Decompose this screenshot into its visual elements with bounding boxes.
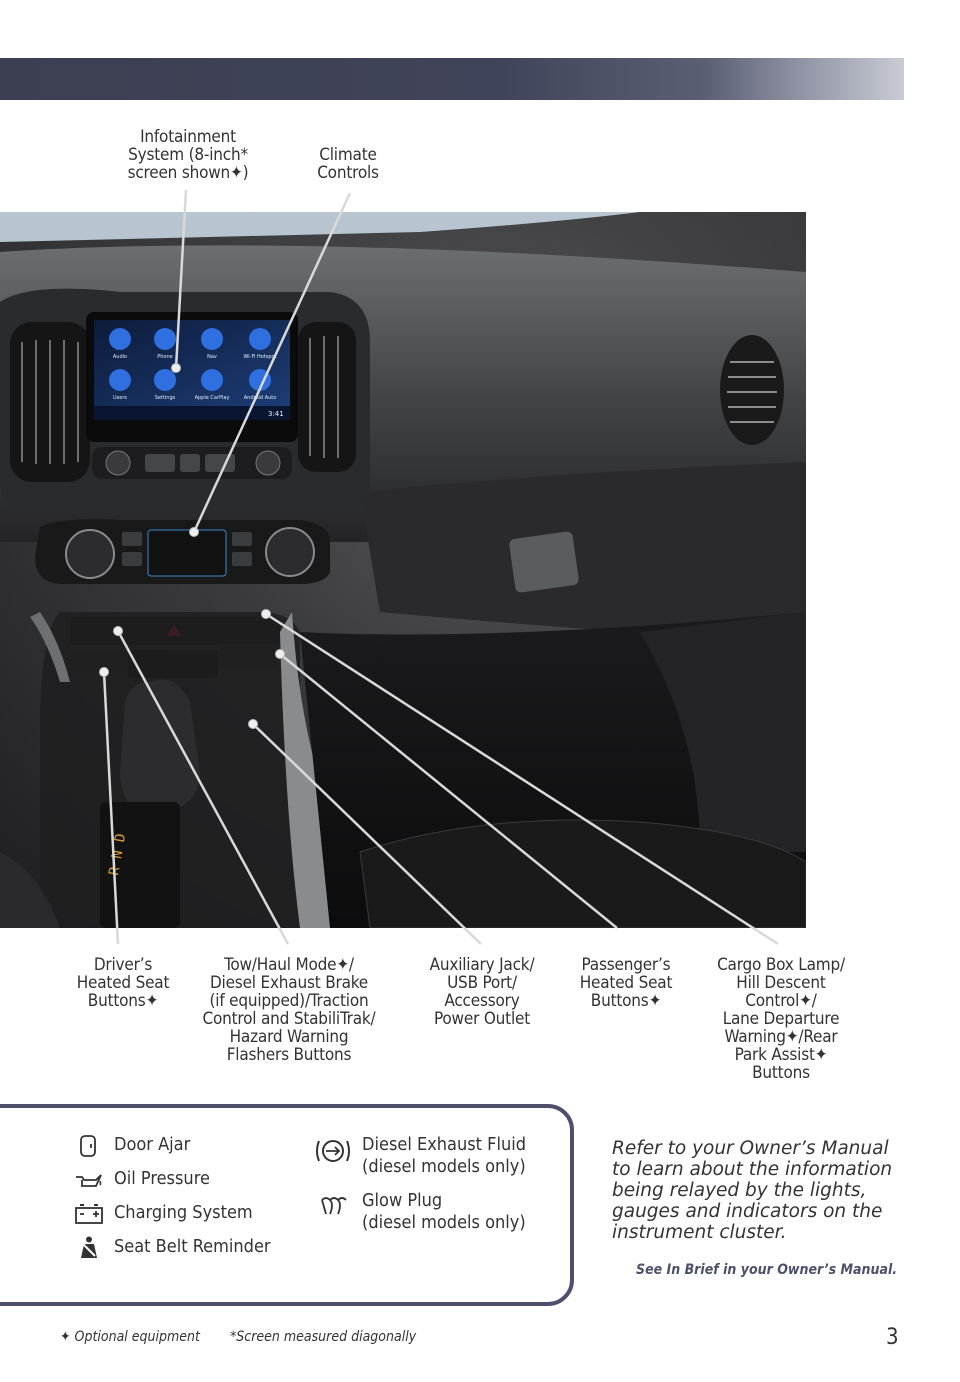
legend-label: Diesel Exhaust Fluid (diesel models only)	[362, 1134, 527, 1177]
door-ajar-icon	[74, 1134, 104, 1158]
legend-label: Glow Plug (diesel models only)	[362, 1190, 526, 1233]
screen-measurement-note: *Screen measured diagonally	[229, 1329, 417, 1345]
legend-item-oil-pressure	[74, 1168, 210, 1192]
app-label: Wi-Fi Hotspot	[243, 354, 277, 360]
dashboard-photo	[0, 212, 806, 928]
legend-label: Charging System	[114, 1202, 253, 1223]
diesel-exhaust-fluid-icon	[314, 1134, 352, 1168]
dashboard-illustration	[0, 212, 806, 928]
callout-cargo-box-lamp: Cargo Box Lamp/ Hill Descent Control✦/ Lane Departure Warning✦/Rear Park Assist✦ Buttons	[717, 955, 845, 1083]
callout-infotainment: Infotainment System (8-inch* screen shown✦)	[127, 127, 249, 183]
page-number: 3	[886, 1325, 899, 1350]
see-also-note: See In Brief in your Owner’s Manual.	[636, 1262, 898, 1278]
callout-passengers-heated-seat: Passenger’s Heated Seat Buttons✦	[579, 955, 673, 1011]
app-label: Apple CarPlay	[194, 395, 230, 401]
legend-label: Seat Belt Reminder	[114, 1236, 271, 1257]
legend-item-diesel-exhaust-fluid	[314, 1134, 526, 1178]
app-label: Audio	[112, 354, 128, 360]
charging-system-icon	[74, 1202, 104, 1226]
header-bar	[0, 58, 904, 100]
glow-plug-icon	[314, 1190, 352, 1224]
legend-item-seat-belt	[74, 1236, 271, 1260]
seat-belt-icon	[74, 1236, 104, 1260]
app-label: Phone	[157, 354, 173, 360]
legend-label: Door Ajar	[114, 1134, 191, 1155]
legend-label: Oil Pressure	[114, 1168, 210, 1189]
callout-tow-haul: Tow/Haul Mode✦/ Diesel Exhaust Brake (if equipped)/Traction Control and StabiliTrak/ Hazard Warning Flashers Buttons	[202, 955, 376, 1065]
app-label: Users	[112, 395, 128, 401]
legend-item-glow-plug	[314, 1190, 526, 1234]
app-label: Android Auto	[243, 395, 277, 401]
app-label: Settings	[154, 395, 176, 401]
callout-auxiliary-jack: Auxiliary Jack/ USB Port/ Accessory Power Outlet	[429, 955, 535, 1029]
footer-notes	[60, 1329, 416, 1345]
legend-item-charging-system	[74, 1202, 253, 1226]
callout-climate-controls: Climate Controls	[317, 145, 379, 183]
optional-equipment-note: ✦ Optional equipment	[60, 1329, 200, 1345]
legend-item-door-ajar	[74, 1134, 190, 1158]
callout-drivers-heated-seat: Driver’s Heated Seat Buttons✦	[76, 955, 170, 1011]
owners-manual-note: Refer to your Owner’s Manual to learn about the information being relayed by the lights, gauges and indicators on the instrument cluster.	[612, 1138, 893, 1243]
screen-clock: 3:41	[268, 410, 284, 418]
app-label: Nav	[207, 354, 217, 360]
oil-pressure-icon	[74, 1168, 104, 1192]
svg-text:R N D: R N D	[106, 832, 130, 877]
